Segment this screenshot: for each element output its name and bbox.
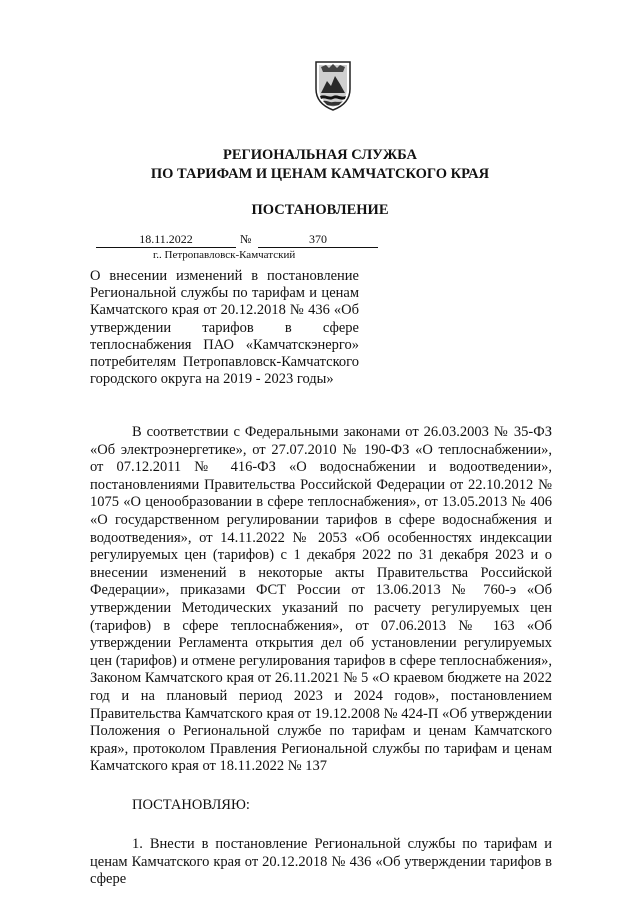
city-caption: г.. Петропавловск-Камчатский: [153, 249, 296, 261]
organization-name-line1: РЕГИОНАЛЬНАЯ СЛУЖБА: [222, 147, 418, 163]
document-number: 370: [258, 232, 378, 248]
document-subject: О внесении изменений в постановление Региональной службы по тарифам и ценам Камчатского края от 20.12.2018 № 436 «Об утверждении тарифов в сфере теплоснабжения ПАО «Камчатскэнерго» потребителям Петропавловск-Камчатского городского округа на 2019 - 2023 годы»: [90, 268, 359, 388]
number-sign: №: [240, 232, 252, 246]
resolve-heading: ПОСТАНОВЛЯЮ:: [132, 797, 250, 813]
coat-of-arms-emblem: [313, 59, 353, 111]
resolution-item-1: 1. Внести в постановление Региональной службы по тарифам и ценам Камчатского края от 20.12.2018 № 436 «Об утверждении тарифов в сфере: [90, 836, 552, 888]
document-type-title: ПОСТАНОВЛЕНИЕ: [251, 202, 389, 218]
organization-name-line2: ПО ТАРИФАМ И ЦЕНАМ КАМЧАТСКОГО КРАЯ: [150, 166, 490, 182]
preamble-paragraph: В соответствии с Федеральными законами от 26.03.2003 № 35-ФЗ «Об электроэнергетике», от 27.07.2010 № 190-ФЗ «О теплоснабжении», от 07.12.2011 № 416-ФЗ «О водоснабжении и водоотведении», постановлениями Правительства Российской Федерации от 22.10.2012 № 1075 «О ценообразовании в сфере теплоснабжения», от 13.05.2013 № 406 «О государственном регулировании тарифов в сфере водоснабжения и водоотведения», от 14.11.2022 № 2053 «Об особенностях индексации регулируемых цен (тарифов) с 1 декабря 2022 по 31 декабря 2023 и о внесении изменений в некоторые акты Правительства Российской Федерации», приказами ФСТ России от 13.06.2013 № 760-э «Об утверждении Методических указаний по расчету регулируемых цен (тарифов) в сфере теплоснабжения», от 07.06.2013 № 163 «Об утверждении Регламента открытия дел об установлении регулируемых цен (тарифов) и отмене регулирования тарифов в сфере теплоснабжения», Законом Камчатского края от 26.11.2021 № 5 «О краевом бюджете на 2022 год и на плановый период 2023 и 2024 годов», постановлением Правительства Камчатского края от 19.12.2008 № 424-П «Об утверждении Положения о Региональной службе по тарифам и ценам Камчатского края», протоколом Правления Региональной службы по тарифам и ценам Камчатского края от 18.11.2022 № 137: [90, 424, 552, 775]
document-date: 18.11.2022: [96, 232, 236, 248]
